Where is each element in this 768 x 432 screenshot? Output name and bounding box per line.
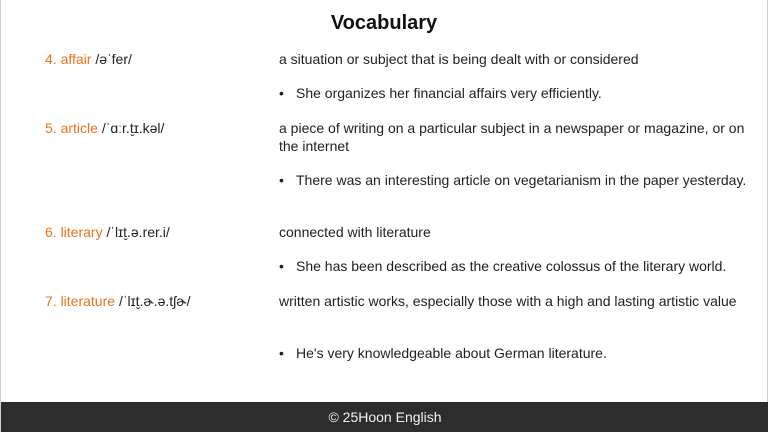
example-literature: [279, 344, 749, 362]
term-word: 5. article: [45, 120, 98, 136]
footer-copyright: © 25Hoon English: [328, 409, 442, 425]
term-pronunciation: /əˈfer/: [95, 51, 132, 67]
bullet-marker: •: [279, 258, 284, 274]
vocab-term-affair: [45, 50, 132, 68]
definition-article: a piece of writing on a particular subject in a newspaper or magazine, or on the internet: [279, 120, 745, 154]
definition-literature: written artistic works, especially those with a high and lasting artistic value: [279, 293, 737, 309]
example-text: She has been described as the creative colossus of the literary world.: [296, 258, 727, 274]
footer-bar: [1, 402, 768, 432]
term-pronunciation: /ˈlɪt̬.ə.rer.i/: [106, 224, 170, 240]
example-affair: [279, 84, 749, 102]
bullet-marker: •: [279, 172, 284, 188]
vocab-term-article: [45, 119, 164, 137]
example-text: There was an interesting article on vegetarianism in the paper yesterday.: [296, 172, 747, 188]
vocab-term-literature: [45, 292, 191, 310]
term-word: 4. affair: [45, 51, 92, 67]
term-word: 7. literature: [45, 293, 116, 309]
definition-affair: a situation or subject that is being dealt with or considered: [279, 51, 639, 67]
term-pronunciation: /ˈɑːr.t̬ɪ.kəl/: [101, 120, 165, 136]
definition-literary: connected with literature: [279, 224, 431, 240]
example-text: She organizes her financial affairs very efficiently.: [296, 85, 602, 101]
bullet-marker: •: [279, 345, 284, 361]
slide-title: Vocabulary: [330, 12, 438, 34]
example-literary: [279, 257, 749, 275]
term-word: 6. literary: [45, 224, 103, 240]
example-article: [279, 171, 749, 189]
term-pronunciation: /ˈlɪt̬.ɚ.ə.tʃɚ/: [118, 293, 191, 309]
bullet-marker: •: [279, 85, 284, 101]
vocab-term-literary: [45, 223, 170, 241]
example-text: He's very knowledgeable about German literature.: [296, 345, 607, 361]
